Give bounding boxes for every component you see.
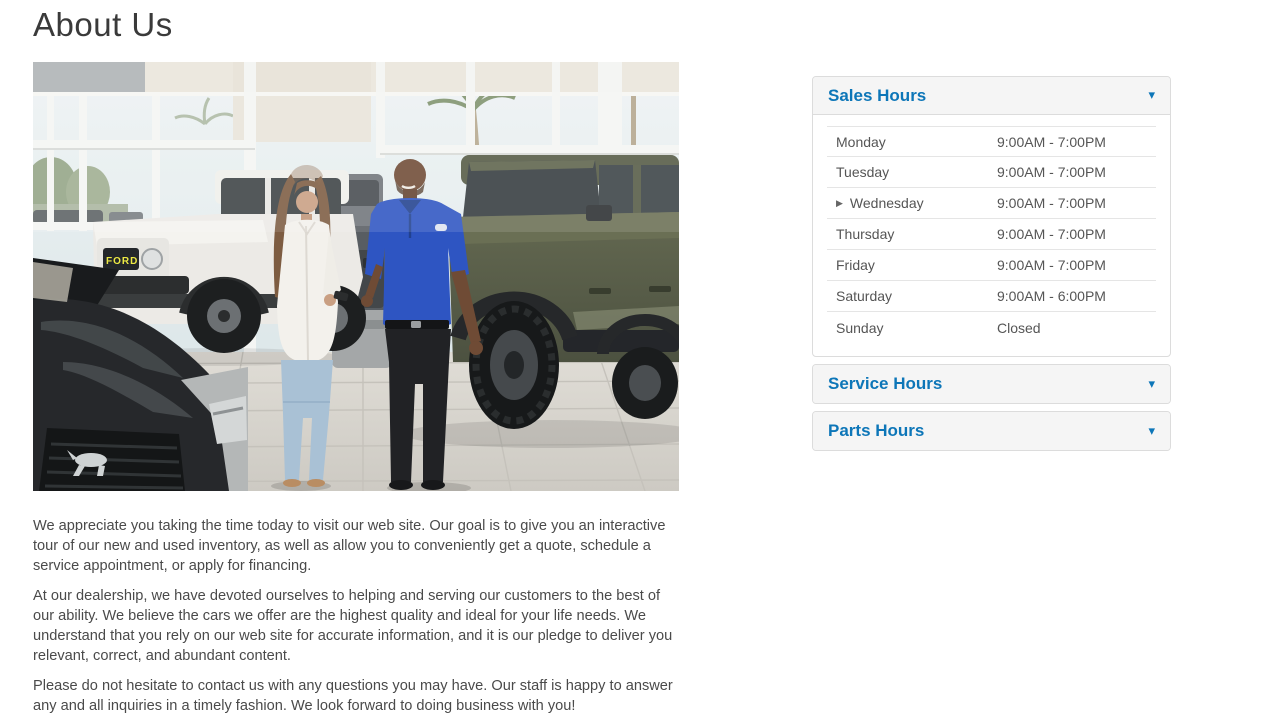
hours-row-saturday <box>827 281 1156 312</box>
parts-hours-title: Parts Hours <box>828 421 925 440</box>
caret-down-icon: ▾ <box>1148 87 1155 102</box>
hours-value: 9:00AM - 7:00PM <box>997 164 1106 180</box>
parts-hours-panel <box>812 411 1171 451</box>
sales-hours-panel <box>812 76 1171 357</box>
hours-sidebar <box>812 76 1171 458</box>
caret-down-icon: ▾ <box>1148 375 1155 391</box>
service-hours-panel <box>812 364 1171 404</box>
day-label: Thursday <box>836 226 895 242</box>
showroom-photo-illustration <box>33 62 679 491</box>
sales-hours-header[interactable] <box>813 77 1170 115</box>
service-hours-title: Service Hours <box>828 374 943 393</box>
hours-row-thursday <box>827 219 1156 250</box>
hours-row-wednesday-current[interactable] <box>827 188 1156 219</box>
svg-text:FORD: FORD <box>106 256 139 267</box>
about-paragraph: We appreciate you taking the time today to visit our web site. Our goal is to give you an interactive tour of our new and used inventory, as well as allow you to conveniently get a quote, schedule a service appointment, or apply for financing. <box>33 518 666 574</box>
service-hours-header[interactable] <box>813 365 1170 403</box>
parts-hours-header[interactable] <box>813 412 1170 450</box>
hours-value: 9:00AM - 7:00PM <box>997 195 1106 211</box>
hours-row-sunday <box>827 312 1156 343</box>
hours-value: 9:00AM - 7:00PM <box>997 226 1106 242</box>
hours-value: Closed <box>997 319 1041 336</box>
sales-hours-body <box>813 115 1170 356</box>
about-paragraph: Please do not hesitate to contact us with any questions you may have. Our staff is happy to answer any and all inquiries in a timely fashion. We look forward to doing business with you! <box>33 678 673 714</box>
current-day-marker-icon: ▶ <box>836 197 843 208</box>
about-paragraph: At our dealership, we have devoted ourselves to helping and serving our customers to the best of our ability. We believe the cars we offer are the highest quality and ideal for your life needs. We understand that you rely on our web site for accurate information, and it is our pledge to deliver you relevant, correct, and abundant content. <box>33 588 673 664</box>
hours-row-tuesday <box>827 157 1156 188</box>
sales-hours-table <box>827 126 1156 343</box>
hours-row-friday <box>827 250 1156 281</box>
hours-value: 9:00AM - 7:00PM <box>997 257 1106 273</box>
caret-down-icon: ▾ <box>1148 422 1155 438</box>
day-label: Monday <box>836 133 886 150</box>
day-label: Wednesday <box>849 195 924 211</box>
hours-row-monday <box>827 126 1156 157</box>
sales-hours-title: Sales Hours <box>828 85 927 105</box>
about-copy <box>33 516 685 716</box>
day-label: Saturday <box>836 288 893 304</box>
showroom-photo <box>33 62 679 491</box>
hours-value: 9:00AM - 7:00PM <box>997 133 1106 150</box>
page-title: About Us <box>33 6 173 43</box>
hours-value: 9:00AM - 6:00PM <box>997 288 1106 304</box>
day-label: Sunday <box>836 319 884 336</box>
day-label: Tuesday <box>836 164 890 180</box>
main-content <box>33 0 685 719</box>
day-label: Friday <box>836 257 875 273</box>
